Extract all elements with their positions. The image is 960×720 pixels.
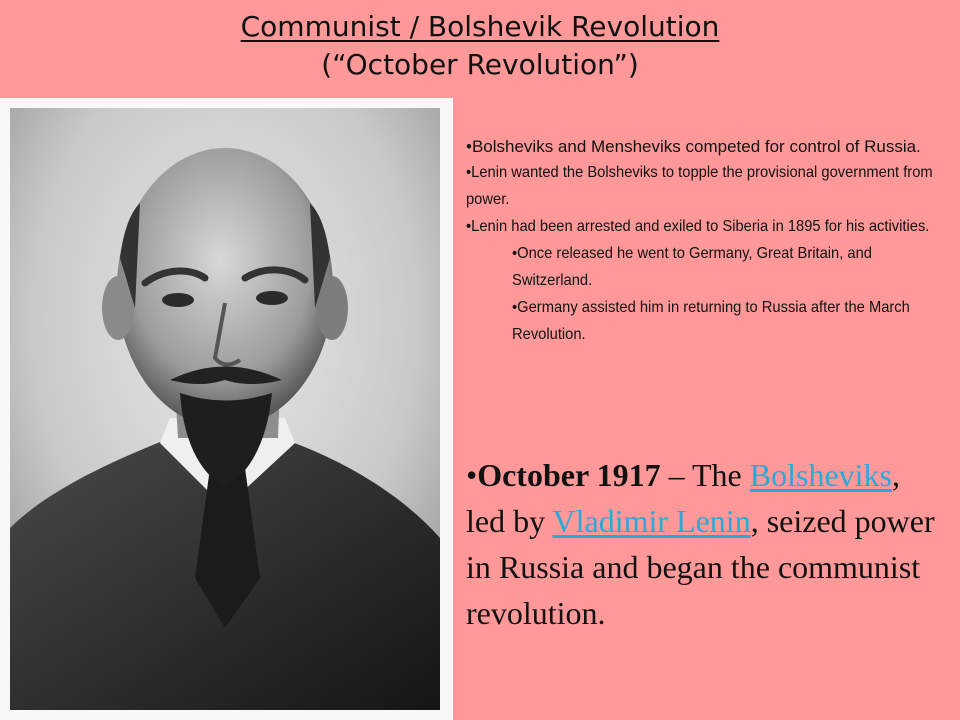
lenin-portrait-photo [10,108,440,710]
title-line-1: Communist / Bolshevik Revolution [240,10,720,43]
vladimir-lenin-link[interactable]: Vladimir Lenin [552,503,751,539]
main-point [466,452,936,636]
title-line-2: (“October Revolution”) [321,48,639,81]
slide-title [0,8,960,84]
main-end-text: , seized power in Russia and began the communist revolution. [466,503,935,631]
sub-bullet-2: •Germany assisted him in returning to Russia after the March Revolution. [512,299,910,343]
bullet-1: •Bolsheviks and Mensheviks competed for control of Russia. [466,137,921,156]
main-dash-text: – The [660,457,750,493]
bullet-list [466,134,946,348]
portrait-illustration [10,108,440,710]
sub-bullet-1: •Once released he went to Germany, Great Britain, and Switzerland. [512,245,872,289]
photo-frame [0,98,453,720]
main-bullet: • [466,457,478,493]
main-mid-text: , led by [466,457,900,539]
bullet-2: •Lenin wanted the Bolsheviks to topple the provisional government from power. [466,164,933,208]
bullet-3: •Lenin had been arrested and exiled to Siberia in 1895 for his activities. [466,218,930,235]
date-text: October 1917 [477,457,661,493]
bolsheviks-link[interactable]: Bolsheviks [749,457,892,493]
